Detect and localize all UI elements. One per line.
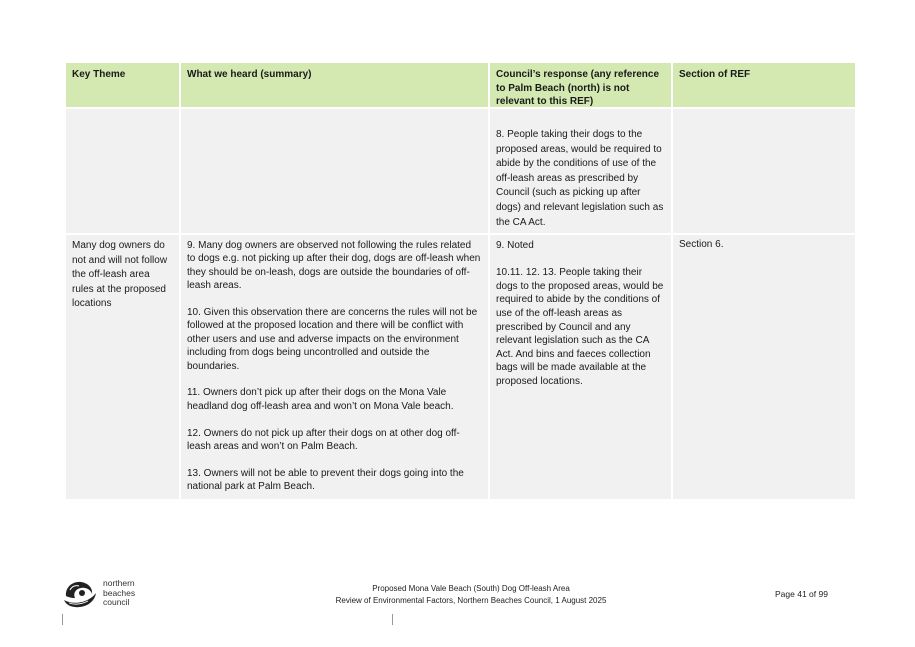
table-header-row [66,63,855,107]
key-theme-cell [66,235,181,499]
consultation-table [66,63,855,499]
section-cell [673,109,855,233]
document-title-line1: Proposed Mona Vale Beach (South) Dog Off-leash Area [372,584,570,593]
section-cell [673,235,855,499]
council-logo-text: northern beaches council [103,578,136,607]
council-response-cell [490,235,673,499]
table-row [66,107,855,233]
what-we-heard-text: 9. Many dog owners are observed not following the rules related to dogs e.g. not picking up after their dog, dogs are off-leash when they should be on-leash, dogs are outside the boundaries of off-leash areas. 10. Given this observation there are concerns the rules will not be followed at the proposed location and there will be conflict with other users and use and adverse impacts on the environment including from dogs being uncontrolled and outside the boundaries. 11. Owners don’t pick up after their dogs on the Mona Vale headland dog off-leash area and won’t on Mona Vale beach. 12. Owners do not pick up after their dogs on at other dog off-leash areas and won’t on Palm Beach. 13. Owners will not be able to prevent their dogs going into the national park at Palm Beach. [187,240,481,493]
header-key-theme: Key Theme [66,63,181,107]
council-response-text: 8. People taking their dogs to the proposed areas, would be required to abide by the conditions of use of the off-leash areas as prescribed by Council (such as picking up after dogs) and relevant legislation such as the CA Act. [496,129,664,228]
key-theme-text: Many dog owners do not and will not follow the off-leash area rules at the proposed locations [72,240,168,310]
header-council-response: Council’s response (any reference to Palm Beach (north) is not relevant to this REF) [490,63,673,107]
council-logo-icon [61,578,99,610]
table-row [66,233,855,499]
document-title-line2: Review of Environmental Factors, Northern Beaches Council, 1 August 2025 [335,595,607,605]
key-theme-cell [66,109,181,233]
footer-divider-left [62,614,63,625]
header-what-we-heard: What we heard (summary) [181,63,490,107]
council-response-cell [490,109,673,233]
header-section-of-ref: Section of REF [673,63,855,107]
council-response-text: 9. Noted 10.11. 12. 13. People taking their dogs to the proposed areas, would be required to abide by the conditions of use of the off-leash areas as prescribed by Council and any relevant legislation such as the CA Act. And bins and faeces collection bags will be made available at the proposed locations. [496,240,664,387]
page-footer [0,570,915,630]
page-number: Page 41 of 99 [775,589,828,599]
section-text: Section 6. [679,239,724,250]
footer-divider-center [392,614,393,625]
what-we-heard-cell [181,109,490,233]
what-we-heard-cell [181,235,490,499]
document-title [330,583,612,606]
